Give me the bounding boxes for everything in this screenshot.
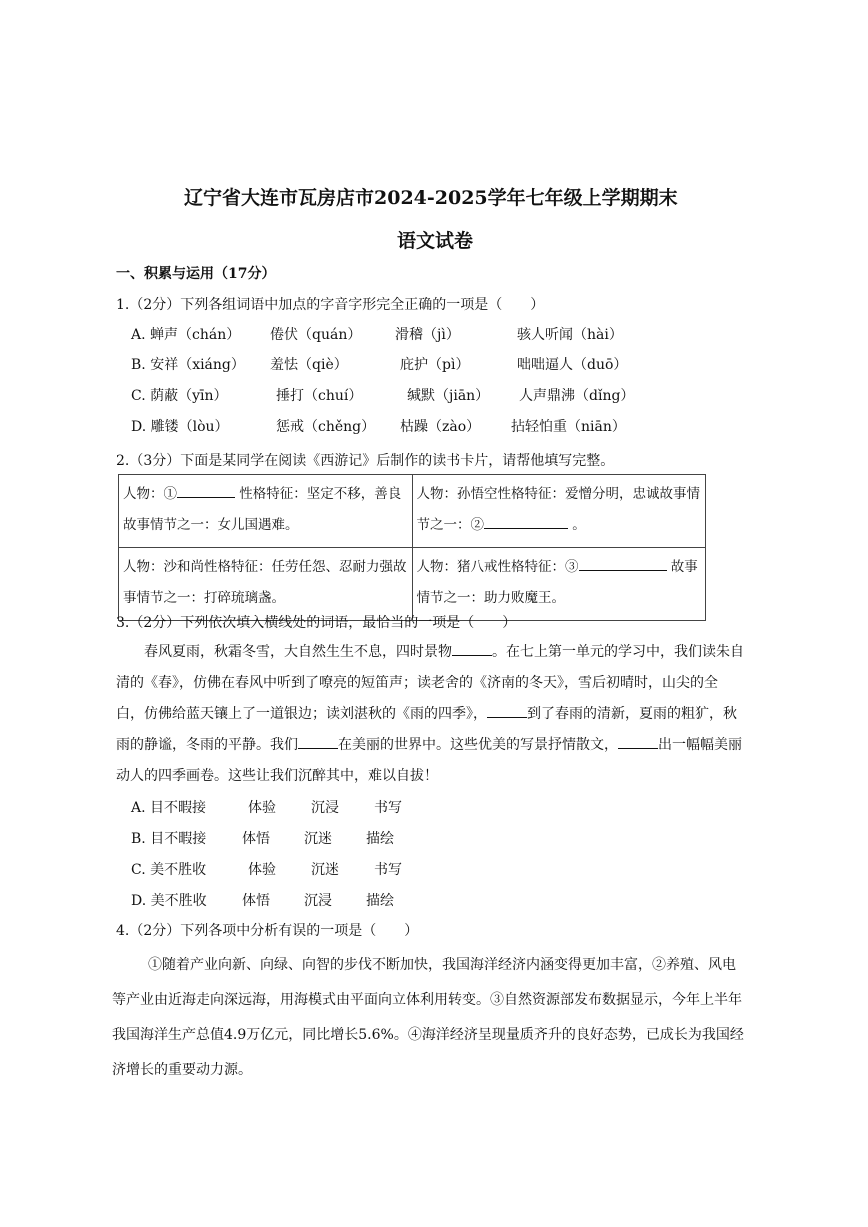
q3-blank-4[interactable]	[618, 734, 658, 749]
q1-option-c-2: 捶打（chuí）	[276, 388, 363, 404]
q1-stem: 1.（2分）下列各组词语中加点的字音字形完全正确的一项是（ ）	[116, 297, 545, 313]
q3-option-a-3: 沉浸	[311, 800, 339, 816]
card-cell-4-text-c: 情节之一：助力败魔王。	[416, 590, 565, 606]
card-cell-2-text-a: 人物：孙悟空性格特征：爱憎分明，忠诚故事情	[416, 486, 700, 502]
answer-blank-2[interactable]	[484, 514, 568, 529]
section-heading: 一、积累与运用（17分）	[116, 266, 276, 282]
q1-option-b-1: B. 安祥（xiáng）	[131, 357, 245, 373]
q3-option-b-3: 沉迷	[304, 831, 332, 847]
q1-option-a-1: A. 蝉声（chán）	[131, 327, 241, 343]
answer-blank-3[interactable]	[579, 556, 667, 571]
card-cell-3	[119, 548, 413, 621]
q1-option-d-4: 拈轻怕重（niān）	[511, 419, 626, 435]
q3-blank-2[interactable]	[487, 703, 527, 718]
q1-option-d-3: 枯躁（zào）	[400, 419, 481, 435]
card-cell-1	[119, 475, 413, 548]
q4-passage: ①随着产业向新、向绿、向智的步伐不断加快，我国海洋经济内涵变得更加丰富，②养殖、风电等产业由近海走向深远海，用海模式由平面向立体利用转变。③自然资源部发布数据显示，今年上半年我国海洋生产总值4.9万亿元，同比增长5.6%。④海洋经济呈现量质齐升的良好态势，已成长为我国经济增长的重要动力源。	[112, 957, 744, 1078]
card-cell-3-text-b: 事情节之一：打碎琉璃盏。	[123, 590, 285, 606]
q3-passage-part5: 出一幅幅美丽动人的四季画卷。这些让我们沉醉其中，难以自拔！	[116, 737, 742, 784]
q1-option-c-1: C. 荫蔽（yīn）	[131, 388, 228, 404]
q1-option-a-4: 骇人听闻（hài）	[517, 327, 623, 343]
q1-option-b-4: 咄咄逼人（duō）	[517, 357, 628, 373]
card-cell-4-text-b: 故事	[666, 559, 698, 575]
exam-title-line1: 辽宁省大连市瓦房店市2024-2025学年七年级上学期期末	[184, 187, 678, 209]
q1-option-a-2: 倦伏（quán）	[270, 327, 362, 343]
q3-passage-part3: 到了春雨的清新，夏雨的粗犷，秋雨的静谧，冬雨的平静。我们	[116, 706, 737, 753]
q2-stem: 2.（3分）下面是某同学在阅读《西游记》后制作的读书卡片，请帮他填写完整。	[116, 453, 615, 469]
q3-option-a-2: 体验	[248, 800, 276, 816]
answer-blank-1[interactable]	[177, 483, 235, 498]
q3-option-a-1: A. 目不暇接	[131, 800, 207, 816]
card-cell-2	[412, 475, 706, 548]
card-cell-4	[412, 548, 706, 621]
q1-option-c-3: 缄默（jiān）	[407, 388, 490, 404]
q3-blank-1[interactable]	[452, 641, 492, 656]
q3-option-b-1: B. 目不暇接	[131, 831, 207, 847]
q3-passage-part4: 在美丽的世界中。这些优美的写景抒情散文，	[338, 737, 618, 753]
q3-passage-part2: 。在七上第一单元的学习中，我们读朱自清的《春》，仿佛在春风中听到了嘹亮的短笛声；读老舍的《济南的冬天》，雪后初晴时，山尖的全白，仿佛给蓝天镶上了一道银边；读刘湛秋的《雨的四季》，	[116, 644, 744, 722]
q1-option-b-3: 庇护（pì）	[400, 357, 470, 373]
exam-title-line2: 语文试卷	[397, 230, 474, 252]
q3-option-d-1: D. 美不胜收	[131, 893, 207, 909]
card-cell-4-text-a: 人物：猪八戒性格特征：③	[416, 559, 579, 575]
q4-stem: 4.（2分）下列各项中分析有误的一项是（ ）	[116, 923, 419, 939]
q1-option-d-2: 惩戒（chěng）	[276, 419, 376, 435]
q3-option-b-2: 体悟	[242, 831, 270, 847]
q3-option-d-2: 体悟	[242, 893, 270, 909]
q3-option-d-3: 沉浸	[304, 893, 332, 909]
q3-blank-3[interactable]	[298, 734, 338, 749]
q3-option-c-4: 书写	[374, 862, 402, 878]
q3-option-c-1: C. 美不胜收	[131, 862, 207, 878]
q1-option-d-1: D. 雕镂（lòu）	[131, 419, 229, 435]
q3-option-b-4: 描绘	[366, 831, 394, 847]
reading-card-table	[118, 474, 706, 621]
card-cell-2-text-b: 节之一：②	[416, 517, 484, 533]
q3-option-a-4: 书写	[374, 800, 402, 816]
q3-option-c-2: 体验	[248, 862, 276, 878]
card-cell-3-text-a: 人物：沙和尚性格特征：任劳任怨、忍耐力强故	[123, 559, 407, 575]
q3-stem: 3.（2分）下列依次填入横线处的词语，最恰当的一项是（ ）	[116, 615, 517, 631]
q3-passage-part1: 春风夏雨，秋霜冬雪，大自然生生不息，四时景物	[144, 644, 452, 660]
q3-option-c-3: 沉迷	[311, 862, 339, 878]
card-cell-1-text-b: 性格特征：坚定不移，善良	[235, 486, 402, 502]
q1-option-c-4: 人声鼎沸（dǐng）	[519, 388, 635, 404]
q1-option-b-2: 羞怯（qiè）	[270, 357, 348, 373]
q1-option-a-3: 滑稽（jì）	[395, 327, 460, 343]
q3-option-d-4: 描绘	[366, 893, 394, 909]
card-cell-2-text-c: 。	[568, 517, 586, 533]
card-cell-1-text-c: 故事情节之一：女儿国遇难。	[123, 517, 299, 533]
card-cell-1-text-a: 人物：①	[123, 486, 177, 502]
q3-passage	[116, 637, 744, 792]
